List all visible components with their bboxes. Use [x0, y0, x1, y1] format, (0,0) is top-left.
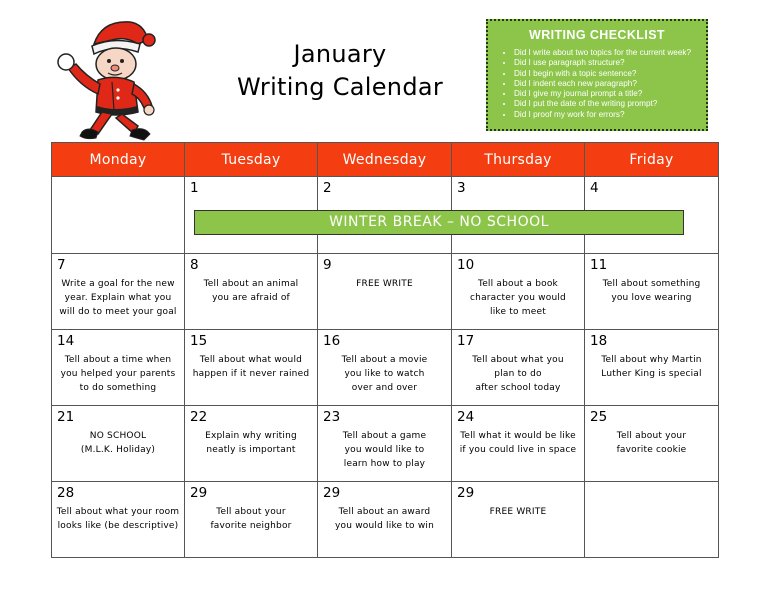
writing-prompt: Tell about your favorite neighbor [210, 507, 292, 531]
writing-checklist [486, 19, 708, 131]
day-number: 14 [57, 333, 75, 349]
day-number: 8 [190, 257, 199, 273]
calendar-cell [452, 254, 585, 330]
calendar-cell [185, 330, 318, 406]
calendar-cell [585, 406, 719, 482]
day-number: 4 [590, 180, 599, 196]
writing-prompt: Tell about what your room looks like (be descriptive) [56, 507, 180, 531]
day-number: 21 [57, 409, 75, 425]
title-subtitle: Writing Calendar [236, 73, 444, 101]
day-header-wednesday: Wednesday [318, 143, 452, 177]
writing-prompt: Tell about a time when you helped your parents to do something [60, 355, 176, 393]
day-header-monday: Monday [52, 143, 185, 177]
day-number: 7 [57, 257, 66, 273]
writing-prompt: Tell what it would be like if you could live in space [459, 431, 577, 455]
day-header-tuesday: Tuesday [185, 143, 318, 177]
day-number: 9 [323, 257, 332, 273]
writing-prompt: Tell about a game you would like to learn how to play [342, 431, 427, 469]
winter-break-banner: WINTER BREAK – NO SCHOOL [194, 210, 684, 235]
calendar-week-row [52, 254, 719, 330]
writing-prompt: NO SCHOOL (M.L.K. Holiday) [80, 431, 156, 455]
checklist-item: • Did I begin with a topic sentence? [514, 69, 700, 79]
writing-prompt: Tell about a movie you like to watch over and over [341, 355, 428, 393]
day-number: 10 [457, 257, 475, 273]
calendar-cell [585, 482, 719, 558]
writing-prompt: Tell about what you plan to do after school today [472, 355, 564, 393]
checklist-item: • Did I use paragraph structure? [514, 58, 700, 68]
checklist-title: WRITING CHECKLIST [529, 28, 665, 42]
checklist-list [494, 48, 700, 120]
calendar-cell [585, 254, 719, 330]
calendar-week-row [52, 406, 719, 482]
checklist-item: • Did I give my journal prompt a title? [514, 89, 700, 99]
checklist-item: • Did I indent each new paragraph? [514, 79, 700, 89]
day-number: 23 [323, 409, 341, 425]
day-header-thursday: Thursday [452, 143, 585, 177]
writing-prompt: FREE WRITE [356, 279, 413, 289]
calendar-cell [185, 254, 318, 330]
day-number: 28 [57, 485, 75, 501]
writing-prompt: Tell about what would happen if it never rained [192, 355, 310, 379]
day-number [585, 482, 718, 505]
calendar-cell [318, 406, 452, 482]
writing-prompt: Tell about why Martin Luther King is special [601, 355, 702, 379]
day-number: 15 [190, 333, 208, 349]
calendar-cell [52, 482, 185, 558]
calendar-cell [52, 254, 185, 330]
title-month: January [293, 40, 387, 68]
writing-prompt: Tell about your favorite cookie [616, 431, 687, 455]
elf-mascot-icon [52, 14, 172, 142]
day-header-friday: Friday [585, 143, 719, 177]
writing-prompt: Tell about an award you would like to win [335, 507, 434, 531]
writing-prompt: Explain why writing neatly is important [205, 431, 297, 455]
checklist-item: • Did I proof my work for errors? [514, 110, 700, 120]
writing-prompt: Tell about an animal you are afraid of [203, 279, 299, 303]
day-number: 29 [457, 485, 475, 501]
calendar-grid [51, 142, 719, 558]
writing-prompt: FREE WRITE [489, 507, 547, 517]
day-number: 17 [457, 333, 475, 349]
calendar-week-row [52, 482, 719, 558]
calendar-cell [52, 330, 185, 406]
page-title [222, 38, 458, 104]
writing-prompt: Tell about something you love wearing [602, 279, 701, 303]
writing-prompt: Tell about a book character you would like to meet [470, 279, 566, 317]
calendar-cell [452, 482, 585, 558]
calendar-cell [318, 482, 452, 558]
day-number: 11 [590, 257, 608, 273]
day-number: 2 [323, 180, 332, 196]
writing-prompt: Write a goal for the new year. Explain what you will do to meet your goal [59, 279, 177, 317]
calendar-week-row [52, 330, 719, 406]
calendar-cell [52, 177, 185, 254]
calendar-cell [452, 330, 585, 406]
checklist-item: • Did I put the date of the writing prompt? [514, 99, 700, 109]
calendar-cell [585, 330, 719, 406]
day-number: 29 [190, 485, 208, 501]
calendar-cell [318, 254, 452, 330]
calendar-cell [52, 406, 185, 482]
day-number: 1 [190, 180, 199, 196]
day-number: 29 [323, 485, 341, 501]
day-number: 25 [590, 409, 608, 425]
day-number: 3 [457, 180, 466, 196]
day-number [52, 177, 184, 200]
checklist-item: • Did I write about two topics for the current week? [514, 48, 700, 58]
day-number: 18 [590, 333, 608, 349]
calendar-cell [185, 406, 318, 482]
calendar-cell [185, 482, 318, 558]
calendar-cell [318, 330, 452, 406]
calendar-header-row [52, 143, 719, 177]
calendar-cell [452, 406, 585, 482]
day-number: 22 [190, 409, 208, 425]
day-number: 24 [457, 409, 475, 425]
day-number: 16 [323, 333, 341, 349]
